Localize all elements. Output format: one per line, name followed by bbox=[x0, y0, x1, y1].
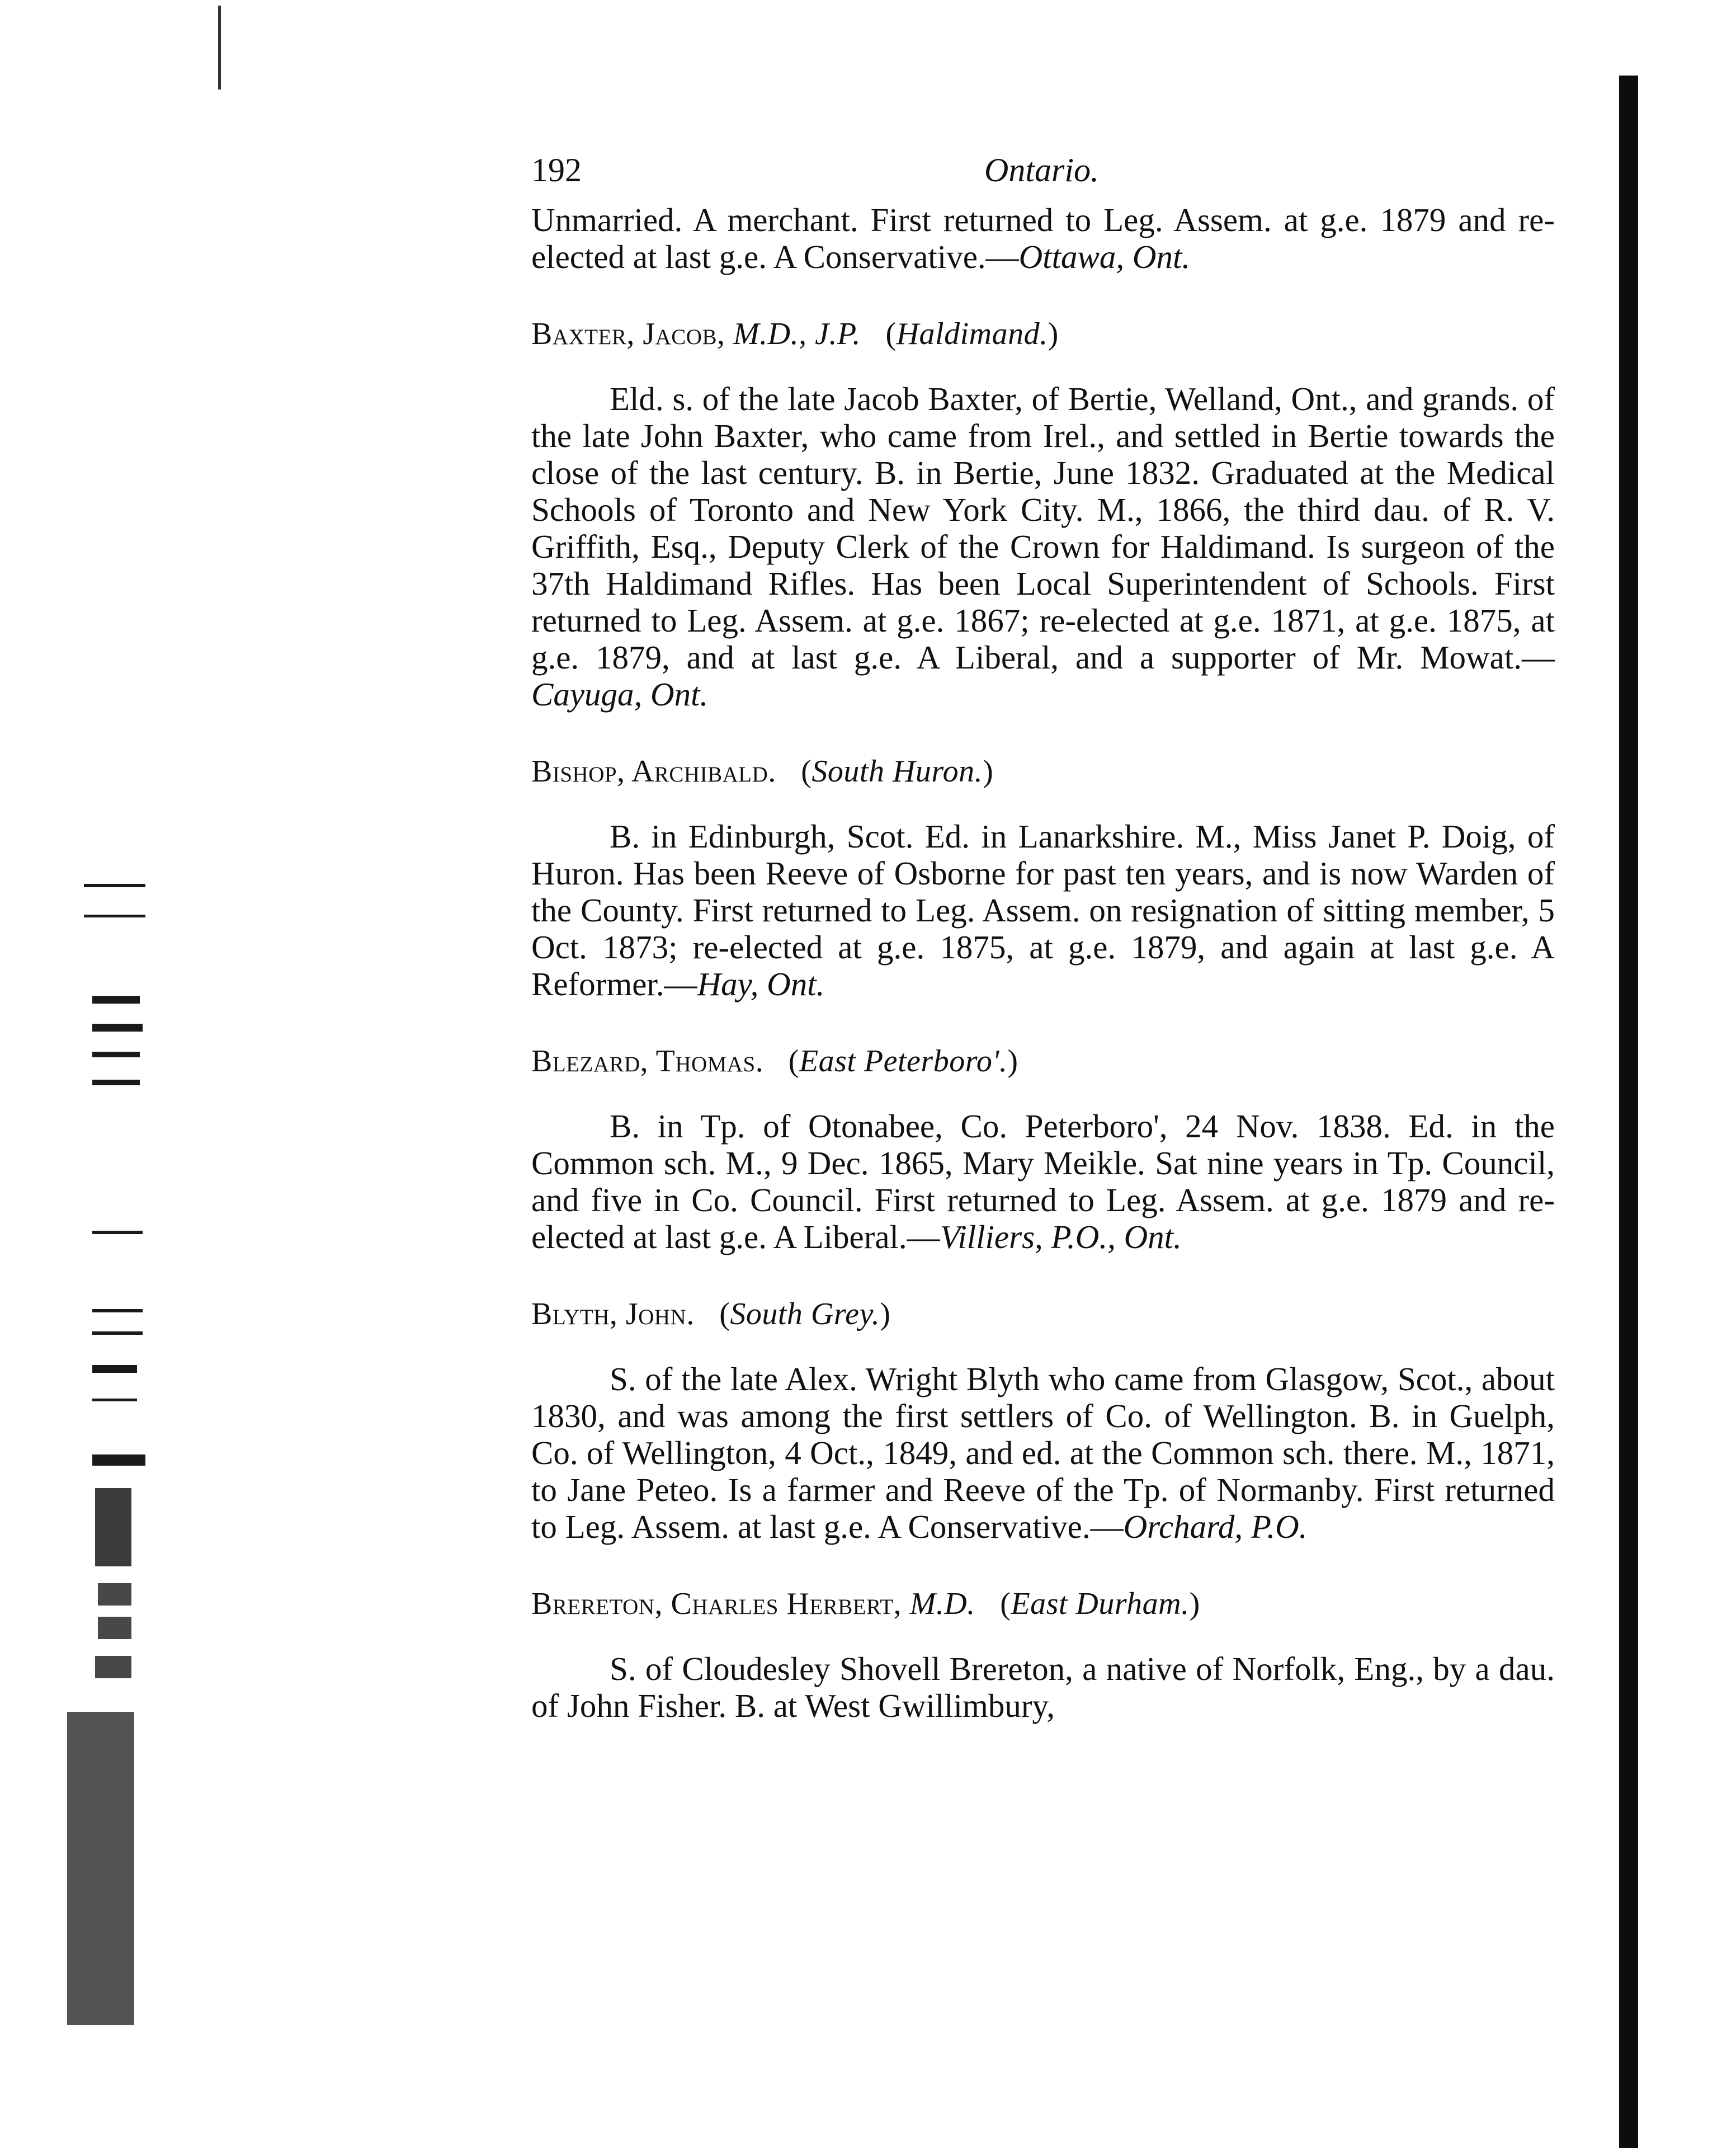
entry-residence: Villiers, P.O., Ont. bbox=[940, 1218, 1182, 1255]
entry-residence: Orchard, P.O. bbox=[1123, 1508, 1308, 1545]
entry-residence: Hay, Ont. bbox=[697, 966, 825, 1002]
binding-edge-artifacts bbox=[0, 0, 185, 2156]
entry-heading bbox=[531, 316, 1555, 352]
entry-body: S. of the late Alex. Wright Blyth who came from Glasgow, Scot., about 1830, and was among the first settlers of Co. of Wellington. B. in Guelph, Co. of Wellington, 4 Oct., 1849, and ed. at the Common sch. there. M., 1871, to Jane Peteo. Is a farmer and Reeve of the Tp. of Normanby. First returned to Leg. Assem. at last g.e. A Conservative.—Orchard, P.O. bbox=[531, 1361, 1555, 1545]
running-title: Ontario. bbox=[984, 152, 1100, 189]
entry-heading bbox=[531, 1296, 1555, 1333]
entry-name: Blezard, Thomas. bbox=[531, 1044, 764, 1079]
entry-constituency: (East Peterboro'.) bbox=[788, 1044, 1018, 1079]
scan-edge-mark bbox=[218, 6, 221, 90]
entry-heading bbox=[531, 753, 1555, 790]
text-column bbox=[531, 151, 1555, 1724]
entry-body: B. in Tp. of Otonabee, Co. Peterboro', 24 Nov. 1838. Ed. in the Common sch. M., 9 Dec. 1865, Mary Meikle. Sat nine years in Tp. Council, and five in Co. Council. First returned to Leg. Assem. at g.e. 1879 and re-elected at last g.e. A Liberal.—Villiers, P.O., Ont. bbox=[531, 1108, 1555, 1255]
entry-residence: Cayuga, Ont. bbox=[531, 676, 709, 713]
running-head bbox=[531, 151, 1555, 201]
continued-entry-text: Unmarried. A merchant. First returned to Leg. Assem. at g.e. 1879 and re-elected at last g.e. A Conservative.— bbox=[531, 201, 1555, 275]
entry-heading bbox=[531, 1585, 1555, 1622]
entry-credentials: M.D., J.P. bbox=[733, 317, 861, 351]
entry-body: Eld. s. of the late Jacob Baxter, of Bertie, Welland, Ont., and grands. of the late John Baxter, who came from Irel., and settled in Bertie towards the close of the last century. B. in Bertie, June 1832. Graduated at the Medical Schools of Toronto and New York City. M., 1866, the third dau. of R. V. Griffith, Esq., Deputy Clerk of the Crown for Haldimand. Is surgeon of the 37th Haldimand Rifles. Has been Local Superintendent of Schools. First returned to Leg. Assem. at g.e. 1867; re-elected at g.e. 1871, at g.e. 1875, at g.e. 1879, and at last g.e. A Liberal, and a supporter of Mr. Mowat.—Cayuga, Ont. bbox=[531, 380, 1555, 713]
entry-constituency: (East Durham.) bbox=[1000, 1587, 1200, 1621]
continued-entry bbox=[531, 201, 1555, 275]
entry-constituency: (Haldimand.) bbox=[885, 317, 1059, 351]
page-number: 192 bbox=[531, 152, 582, 189]
entry-name: Blyth, John. bbox=[531, 1297, 695, 1331]
entry-name: Brereton, Charles Herbert, bbox=[531, 1587, 902, 1621]
continued-entry-residence: Ottawa, Ont. bbox=[1018, 238, 1191, 275]
page-edge-shadow bbox=[1619, 76, 1638, 2148]
entry-body: S. of Cloudesley Shovell Brereton, a native of Norfolk, Eng., by a dau. of John Fisher. B. at West Gwillimbury, bbox=[531, 1650, 1555, 1724]
entry-name: Bishop, Archibald. bbox=[531, 754, 776, 789]
entry-name: Baxter, Jacob, bbox=[531, 317, 725, 351]
entry-credentials: M.D. bbox=[909, 1587, 975, 1621]
entry-heading bbox=[531, 1043, 1555, 1080]
entry-body: B. in Edinburgh, Scot. Ed. in Lanarkshire. M., Miss Janet P. Doig, of Huron. Has been Reeve of Osborne for past ten years, and is now Warden of the County. First returned to Leg. Assem. on resignation of sitting member, 5 Oct. 1873; re-elected at g.e. 1875, at g.e. 1879, and again at last g.e. A Reformer.—Hay, Ont. bbox=[531, 818, 1555, 1002]
entry-constituency: (South Grey.) bbox=[719, 1297, 891, 1331]
entry-constituency: (South Huron.) bbox=[801, 754, 994, 789]
